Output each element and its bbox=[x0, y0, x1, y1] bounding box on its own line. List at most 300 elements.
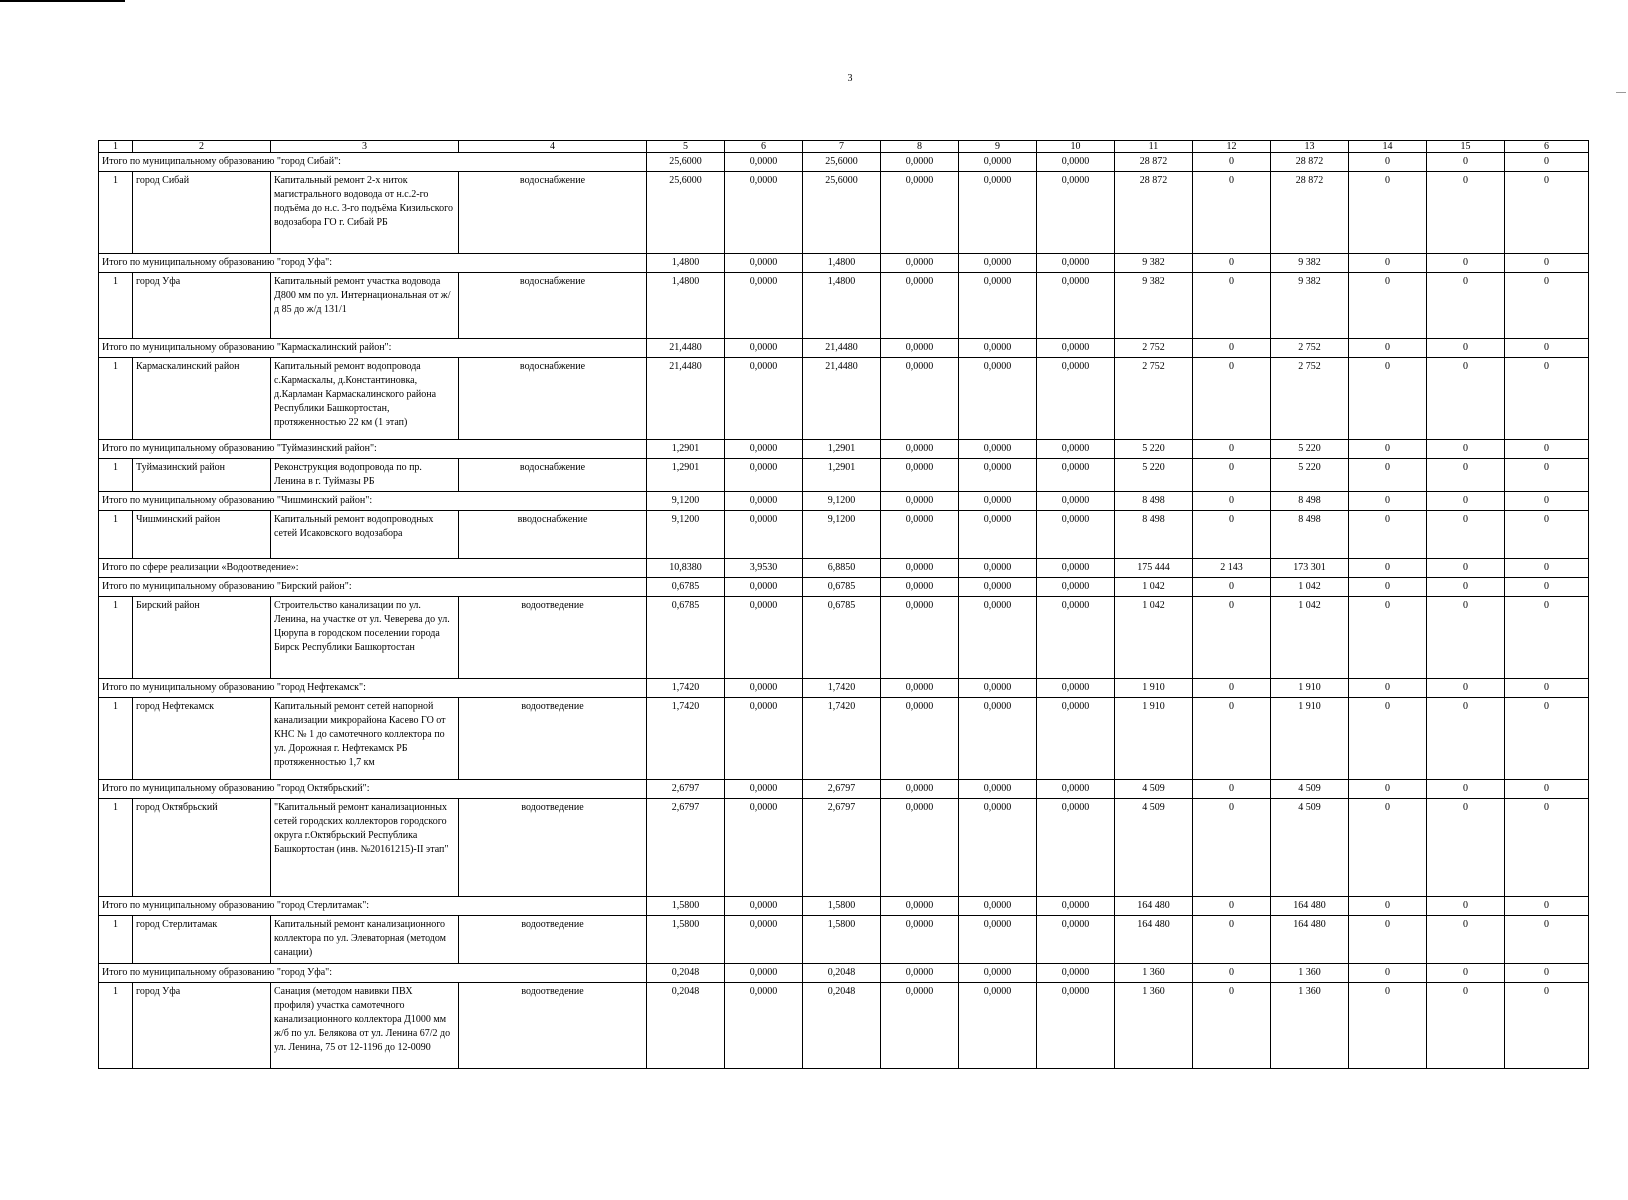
value-cell: 1,7420 bbox=[803, 679, 881, 698]
value-cell: 0,0000 bbox=[959, 492, 1037, 511]
value-cell: 1 042 bbox=[1115, 578, 1193, 597]
sphere-cell: водоснабжение bbox=[459, 273, 647, 339]
value-cell: 0,0000 bbox=[725, 897, 803, 916]
row-number: 1 bbox=[99, 983, 133, 1069]
value-cell: 5 220 bbox=[1115, 459, 1193, 492]
subtotal-row bbox=[99, 153, 1589, 172]
value-cell: 0 bbox=[1349, 254, 1427, 273]
value-cell: 0 bbox=[1193, 799, 1271, 897]
value-cell: 0 bbox=[1349, 559, 1427, 578]
object-name-cell: Капитальный ремонт водопроводных сетей Исаковского водозабора bbox=[271, 511, 459, 559]
value-cell: 0 bbox=[1427, 897, 1505, 916]
value-cell: 0,0000 bbox=[725, 358, 803, 440]
value-cell: 1 042 bbox=[1115, 597, 1193, 679]
value-cell: 1 360 bbox=[1271, 983, 1349, 1069]
value-cell: 0,0000 bbox=[959, 153, 1037, 172]
value-cell: 164 480 bbox=[1271, 897, 1349, 916]
value-cell: 0 bbox=[1505, 511, 1589, 559]
value-cell: 0,0000 bbox=[1037, 273, 1115, 339]
value-cell: 0,0000 bbox=[959, 964, 1037, 983]
value-cell: 0,0000 bbox=[959, 578, 1037, 597]
value-cell: 0 bbox=[1349, 916, 1427, 964]
value-cell: 0 bbox=[1505, 780, 1589, 799]
value-cell: 6,8850 bbox=[803, 559, 881, 578]
value-cell: 0,0000 bbox=[1037, 679, 1115, 698]
value-cell: 0,0000 bbox=[725, 964, 803, 983]
value-cell: 0,2048 bbox=[647, 964, 725, 983]
value-cell: 0 bbox=[1427, 578, 1505, 597]
value-cell: 0 bbox=[1505, 440, 1589, 459]
value-cell: 0,0000 bbox=[1037, 153, 1115, 172]
value-cell: 0 bbox=[1349, 679, 1427, 698]
table-row bbox=[99, 983, 1589, 1069]
value-cell: 0,6785 bbox=[647, 578, 725, 597]
value-cell: 1,2901 bbox=[647, 440, 725, 459]
value-cell: 0,0000 bbox=[959, 916, 1037, 964]
subtotal-label: Итого по муниципальному образованию "Кармаскалинский район": bbox=[99, 339, 647, 358]
value-cell: 0 bbox=[1505, 559, 1589, 578]
value-cell: 0,0000 bbox=[881, 254, 959, 273]
subtotal-label: Итого по муниципальному образованию "город Стерлитамак": bbox=[99, 897, 647, 916]
sphere-cell: водоотведение bbox=[459, 983, 647, 1069]
top-edge-line bbox=[0, 0, 125, 2]
row-number: 1 bbox=[99, 916, 133, 964]
value-cell: 1,7420 bbox=[647, 698, 725, 780]
value-cell: 0,0000 bbox=[1037, 511, 1115, 559]
value-cell: 2 752 bbox=[1115, 339, 1193, 358]
subtotal-label: Итого по сфере реализации «Водоотведение»: bbox=[99, 559, 647, 578]
sphere-cell: водоснабжение bbox=[459, 459, 647, 492]
value-cell: 0 bbox=[1505, 578, 1589, 597]
value-cell: 2 752 bbox=[1271, 358, 1349, 440]
municipality-cell: город Нефтекамск bbox=[133, 698, 271, 780]
value-cell: 1 910 bbox=[1115, 679, 1193, 698]
value-cell: 0,0000 bbox=[959, 780, 1037, 799]
value-cell: 0 bbox=[1427, 511, 1505, 559]
object-name-cell: Капитальный ремонт сетей напорной канализации микрорайона Касево ГО от КНС № 1 до самотечного коллектора по ул. Дорожная г. Нефтекамск РБ протяженностью 1,7 км bbox=[271, 698, 459, 780]
subtotal-label: Итого по муниципальному образованию "Бирский район": bbox=[99, 578, 647, 597]
value-cell: 0,0000 bbox=[725, 440, 803, 459]
row-number: 1 bbox=[99, 597, 133, 679]
value-cell: 9 382 bbox=[1115, 254, 1193, 273]
value-cell: 1 910 bbox=[1271, 679, 1349, 698]
value-cell: 4 509 bbox=[1271, 799, 1349, 897]
value-cell: 0 bbox=[1427, 254, 1505, 273]
value-cell: 0,0000 bbox=[725, 799, 803, 897]
value-cell: 0,0000 bbox=[881, 358, 959, 440]
value-cell: 0,0000 bbox=[725, 339, 803, 358]
value-cell: 0 bbox=[1349, 459, 1427, 492]
column-number: 6 bbox=[725, 141, 803, 153]
value-cell: 0 bbox=[1505, 964, 1589, 983]
value-cell: 0 bbox=[1193, 273, 1271, 339]
value-cell: 0 bbox=[1193, 780, 1271, 799]
value-cell: 1,2901 bbox=[803, 440, 881, 459]
column-number: 14 bbox=[1349, 141, 1427, 153]
municipality-cell: Бирский район bbox=[133, 597, 271, 679]
value-cell: 0 bbox=[1193, 897, 1271, 916]
value-cell: 0,0000 bbox=[1037, 799, 1115, 897]
value-cell: 0 bbox=[1427, 172, 1505, 254]
sphere-cell: водоотведение bbox=[459, 698, 647, 780]
value-cell: 25,6000 bbox=[803, 172, 881, 254]
municipality-cell: город Уфа bbox=[133, 273, 271, 339]
value-cell: 0,2048 bbox=[803, 964, 881, 983]
value-cell: 175 444 bbox=[1115, 559, 1193, 578]
value-cell: 0 bbox=[1505, 254, 1589, 273]
row-number: 1 bbox=[99, 273, 133, 339]
value-cell: 0,2048 bbox=[803, 983, 881, 1069]
value-cell: 0,0000 bbox=[1037, 983, 1115, 1069]
value-cell: 0,0000 bbox=[725, 679, 803, 698]
value-cell: 0,0000 bbox=[881, 172, 959, 254]
column-number: 13 bbox=[1271, 141, 1349, 153]
value-cell: 0 bbox=[1193, 358, 1271, 440]
value-cell: 0,0000 bbox=[881, 273, 959, 339]
value-cell: 0 bbox=[1349, 698, 1427, 780]
value-cell: 0,0000 bbox=[881, 698, 959, 780]
row-number: 1 bbox=[99, 511, 133, 559]
value-cell: 2 752 bbox=[1115, 358, 1193, 440]
value-cell: 0 bbox=[1349, 983, 1427, 1069]
value-cell: 1 042 bbox=[1271, 597, 1349, 679]
value-cell: 0,0000 bbox=[1037, 172, 1115, 254]
column-number: 1 bbox=[99, 141, 133, 153]
value-cell: 0 bbox=[1349, 153, 1427, 172]
column-number: 12 bbox=[1193, 141, 1271, 153]
value-cell: 9 382 bbox=[1271, 273, 1349, 339]
value-cell: 21,4480 bbox=[803, 358, 881, 440]
value-cell: 0 bbox=[1193, 511, 1271, 559]
value-cell: 0,0000 bbox=[959, 698, 1037, 780]
subtotal-row bbox=[99, 254, 1589, 273]
value-cell: 0 bbox=[1349, 799, 1427, 897]
value-cell: 0 bbox=[1505, 358, 1589, 440]
table-row bbox=[99, 459, 1589, 492]
value-cell: 0,0000 bbox=[725, 983, 803, 1069]
value-cell: 0,0000 bbox=[1037, 254, 1115, 273]
value-cell: 0 bbox=[1193, 698, 1271, 780]
column-number: 11 bbox=[1115, 141, 1193, 153]
value-cell: 0,6785 bbox=[647, 597, 725, 679]
data-table bbox=[98, 140, 1589, 1069]
value-cell: 2,6797 bbox=[647, 799, 725, 897]
value-cell: 0,0000 bbox=[959, 597, 1037, 679]
subtotal-row bbox=[99, 964, 1589, 983]
value-cell: 0,0000 bbox=[881, 597, 959, 679]
scan-mark bbox=[1616, 92, 1626, 93]
sphere-cell: водоотведение bbox=[459, 799, 647, 897]
value-cell: 1,5800 bbox=[803, 897, 881, 916]
subtotal-row bbox=[99, 578, 1589, 597]
value-cell: 5 220 bbox=[1115, 440, 1193, 459]
value-cell: 1 360 bbox=[1271, 964, 1349, 983]
value-cell: 4 509 bbox=[1115, 780, 1193, 799]
value-cell: 1,4800 bbox=[647, 273, 725, 339]
column-number: 2 bbox=[133, 141, 271, 153]
value-cell: 0,0000 bbox=[725, 459, 803, 492]
value-cell: 1,5800 bbox=[647, 897, 725, 916]
value-cell: 0 bbox=[1427, 440, 1505, 459]
value-cell: 0 bbox=[1505, 153, 1589, 172]
value-cell: 0 bbox=[1505, 897, 1589, 916]
value-cell: 2 752 bbox=[1271, 339, 1349, 358]
value-cell: 0,0000 bbox=[959, 254, 1037, 273]
value-cell: 1 910 bbox=[1115, 698, 1193, 780]
row-number: 1 bbox=[99, 698, 133, 780]
value-cell: 0 bbox=[1505, 172, 1589, 254]
object-name-cell: "Капитальный ремонт канализационных сетей городских коллекторов городского округа г.Октябрьский Республика Башкортостан (инв. №20161215)-II этап" bbox=[271, 799, 459, 897]
value-cell: 0 bbox=[1193, 597, 1271, 679]
value-cell: 9,1200 bbox=[803, 511, 881, 559]
subtotal-label: Итого по муниципальному образованию "город Уфа": bbox=[99, 254, 647, 273]
table-row bbox=[99, 916, 1589, 964]
value-cell: 0,6785 bbox=[803, 578, 881, 597]
value-cell: 0,0000 bbox=[725, 273, 803, 339]
table-row bbox=[99, 799, 1589, 897]
sphere-cell: вводоснабжение bbox=[459, 511, 647, 559]
value-cell: 0,0000 bbox=[725, 492, 803, 511]
value-cell: 0 bbox=[1193, 964, 1271, 983]
subtotal-row bbox=[99, 492, 1589, 511]
object-name-cell: Строительство канализации по ул. Ленина, на участке от ул. Чеверева до ул. Цюрупа в городском поселении города Бирск Республики Башкортостан bbox=[271, 597, 459, 679]
value-cell: 0 bbox=[1349, 339, 1427, 358]
municipality-cell: город Октябрьский bbox=[133, 799, 271, 897]
value-cell: 0 bbox=[1193, 153, 1271, 172]
column-number: 3 bbox=[271, 141, 459, 153]
value-cell: 0,0000 bbox=[881, 492, 959, 511]
value-cell: 0 bbox=[1505, 459, 1589, 492]
value-cell: 0 bbox=[1349, 273, 1427, 339]
value-cell: 0 bbox=[1349, 897, 1427, 916]
object-name-cell: Капитальный ремонт 2-х ниток магистрального водовода от н.с.2-го подъёма до н.с. 3-го подъёма Кизильского водозабора ГО г. Сибай РБ bbox=[271, 172, 459, 254]
subtotal-label: Итого по муниципальному образованию "город Уфа": bbox=[99, 964, 647, 983]
value-cell: 0 bbox=[1427, 679, 1505, 698]
value-cell: 10,8380 bbox=[647, 559, 725, 578]
value-cell: 0,0000 bbox=[725, 597, 803, 679]
value-cell: 0 bbox=[1427, 799, 1505, 897]
value-cell: 25,6000 bbox=[647, 153, 725, 172]
column-number: 9 bbox=[959, 141, 1037, 153]
value-cell: 0,0000 bbox=[1037, 492, 1115, 511]
subtotal-label: Итого по муниципальному образованию "город Октябрьский": bbox=[99, 780, 647, 799]
value-cell: 2 143 bbox=[1193, 559, 1271, 578]
column-number: 6 bbox=[1505, 141, 1589, 153]
value-cell: 0 bbox=[1505, 679, 1589, 698]
value-cell: 5 220 bbox=[1271, 459, 1349, 492]
value-cell: 21,4480 bbox=[647, 339, 725, 358]
value-cell: 0 bbox=[1193, 916, 1271, 964]
value-cell: 0,0000 bbox=[1037, 916, 1115, 964]
value-cell: 1,5800 bbox=[647, 916, 725, 964]
value-cell: 0,0000 bbox=[1037, 597, 1115, 679]
value-cell: 173 301 bbox=[1271, 559, 1349, 578]
value-cell: 0 bbox=[1349, 440, 1427, 459]
value-cell: 0,0000 bbox=[881, 339, 959, 358]
value-cell: 28 872 bbox=[1115, 153, 1193, 172]
value-cell: 0,0000 bbox=[959, 440, 1037, 459]
subtotal-row bbox=[99, 440, 1589, 459]
value-cell: 0 bbox=[1349, 597, 1427, 679]
sphere-cell: водоотведение bbox=[459, 597, 647, 679]
value-cell: 0 bbox=[1193, 254, 1271, 273]
value-cell: 5 220 bbox=[1271, 440, 1349, 459]
subtotal-label: Итого по муниципальному образованию "город Сибай": bbox=[99, 153, 647, 172]
value-cell: 1 042 bbox=[1271, 578, 1349, 597]
value-cell: 0 bbox=[1427, 983, 1505, 1069]
value-cell: 0 bbox=[1427, 492, 1505, 511]
value-cell: 8 498 bbox=[1271, 511, 1349, 559]
value-cell: 0,0000 bbox=[1037, 440, 1115, 459]
table-row bbox=[99, 273, 1589, 339]
value-cell: 0,0000 bbox=[881, 459, 959, 492]
value-cell: 25,6000 bbox=[647, 172, 725, 254]
object-name-cell: Капитальный ремонт водопровода с.Кармаскалы, д.Константиновка, д.Карламан Кармаскалинского района Республики Башкортостан, протяженностью 22 км (1 этап) bbox=[271, 358, 459, 440]
value-cell: 164 480 bbox=[1115, 916, 1193, 964]
value-cell: 0 bbox=[1505, 983, 1589, 1069]
value-cell: 0,0000 bbox=[881, 780, 959, 799]
value-cell: 0,0000 bbox=[1037, 339, 1115, 358]
value-cell: 0,0000 bbox=[881, 799, 959, 897]
table-row bbox=[99, 172, 1589, 254]
value-cell: 0,0000 bbox=[1037, 358, 1115, 440]
value-cell: 0 bbox=[1193, 492, 1271, 511]
value-cell: 2,6797 bbox=[647, 780, 725, 799]
value-cell: 0 bbox=[1505, 492, 1589, 511]
value-cell: 0 bbox=[1349, 511, 1427, 559]
value-cell: 0 bbox=[1193, 172, 1271, 254]
value-cell: 0 bbox=[1427, 698, 1505, 780]
subtotal-label: Итого по муниципальному образованию "Чишминский район": bbox=[99, 492, 647, 511]
value-cell: 0,0000 bbox=[1037, 698, 1115, 780]
value-cell: 0,0000 bbox=[725, 916, 803, 964]
subtotal-label: Итого по муниципальному образованию "Туймазинский район": bbox=[99, 440, 647, 459]
value-cell: 0 bbox=[1427, 916, 1505, 964]
value-cell: 0,0000 bbox=[959, 339, 1037, 358]
municipality-cell: город Сибай bbox=[133, 172, 271, 254]
value-cell: 9,1200 bbox=[647, 511, 725, 559]
value-cell: 0,0000 bbox=[725, 578, 803, 597]
value-cell: 0 bbox=[1505, 698, 1589, 780]
row-number: 1 bbox=[99, 358, 133, 440]
value-cell: 0 bbox=[1427, 780, 1505, 799]
value-cell: 0,0000 bbox=[881, 440, 959, 459]
value-cell: 2,6797 bbox=[803, 780, 881, 799]
value-cell: 164 480 bbox=[1115, 897, 1193, 916]
table-row bbox=[99, 597, 1589, 679]
subtotal-row bbox=[99, 339, 1589, 358]
value-cell: 21,4480 bbox=[647, 358, 725, 440]
value-cell: 1,4800 bbox=[803, 254, 881, 273]
value-cell: 0,6785 bbox=[803, 597, 881, 679]
value-cell: 1,7420 bbox=[803, 698, 881, 780]
value-cell: 0,0000 bbox=[959, 799, 1037, 897]
value-cell: 9 382 bbox=[1271, 254, 1349, 273]
value-cell: 1,4800 bbox=[803, 273, 881, 339]
value-cell: 8 498 bbox=[1115, 492, 1193, 511]
value-cell: 21,4480 bbox=[803, 339, 881, 358]
object-name-cell: Реконструкция водопровода по пр. Ленина в г. Туймазы РБ bbox=[271, 459, 459, 492]
value-cell: 28 872 bbox=[1115, 172, 1193, 254]
value-cell: 0 bbox=[1505, 799, 1589, 897]
value-cell: 0,0000 bbox=[881, 964, 959, 983]
value-cell: 0,0000 bbox=[881, 679, 959, 698]
value-cell: 0,0000 bbox=[881, 897, 959, 916]
value-cell: 0,0000 bbox=[1037, 780, 1115, 799]
value-cell: 0 bbox=[1193, 983, 1271, 1069]
value-cell: 4 509 bbox=[1115, 799, 1193, 897]
value-cell: 0 bbox=[1427, 459, 1505, 492]
value-cell: 0 bbox=[1427, 559, 1505, 578]
value-cell: 0 bbox=[1427, 339, 1505, 358]
value-cell: 0,0000 bbox=[1037, 559, 1115, 578]
value-cell: 0,0000 bbox=[1037, 964, 1115, 983]
value-cell: 3,9530 bbox=[725, 559, 803, 578]
municipality-cell: Туймазинский район bbox=[133, 459, 271, 492]
value-cell: 164 480 bbox=[1271, 916, 1349, 964]
value-cell: 0,0000 bbox=[959, 679, 1037, 698]
value-cell: 0 bbox=[1349, 578, 1427, 597]
column-number: 5 bbox=[647, 141, 725, 153]
value-cell: 1,5800 bbox=[803, 916, 881, 964]
value-cell: 0,0000 bbox=[1037, 459, 1115, 492]
value-cell: 1,2901 bbox=[647, 459, 725, 492]
column-number-row bbox=[99, 141, 1589, 153]
column-number: 7 bbox=[803, 141, 881, 153]
row-number: 1 bbox=[99, 172, 133, 254]
value-cell: 0 bbox=[1193, 679, 1271, 698]
sphere-cell: водоснабжение bbox=[459, 358, 647, 440]
value-cell: 0,0000 bbox=[1037, 578, 1115, 597]
subtotal-row bbox=[99, 780, 1589, 799]
value-cell: 0,0000 bbox=[881, 559, 959, 578]
row-number: 1 bbox=[99, 459, 133, 492]
value-cell: 0,0000 bbox=[959, 897, 1037, 916]
value-cell: 0 bbox=[1349, 780, 1427, 799]
value-cell: 0,0000 bbox=[725, 698, 803, 780]
value-cell: 8 498 bbox=[1271, 492, 1349, 511]
subtotal-row bbox=[99, 679, 1589, 698]
value-cell: 28 872 bbox=[1271, 172, 1349, 254]
value-cell: 0,0000 bbox=[881, 511, 959, 559]
value-cell: 0,0000 bbox=[881, 983, 959, 1069]
object-name-cell: Капитальный ремонт канализационного коллектора по ул. Элеваторная (методом санации) bbox=[271, 916, 459, 964]
value-cell: 0 bbox=[1505, 273, 1589, 339]
value-cell: 0 bbox=[1427, 153, 1505, 172]
value-cell: 9,1200 bbox=[803, 492, 881, 511]
value-cell: 9 382 bbox=[1115, 273, 1193, 339]
value-cell: 0,0000 bbox=[725, 511, 803, 559]
value-cell: 1 360 bbox=[1115, 983, 1193, 1069]
value-cell: 0 bbox=[1193, 440, 1271, 459]
value-cell: 1,7420 bbox=[647, 679, 725, 698]
value-cell: 0,0000 bbox=[1037, 897, 1115, 916]
value-cell: 0 bbox=[1427, 597, 1505, 679]
value-cell: 1,4800 bbox=[647, 254, 725, 273]
column-number: 15 bbox=[1427, 141, 1505, 153]
table-row bbox=[99, 511, 1589, 559]
value-cell: 0 bbox=[1505, 597, 1589, 679]
value-cell: 0 bbox=[1349, 172, 1427, 254]
value-cell: 1,2901 bbox=[803, 459, 881, 492]
value-cell: 28 872 bbox=[1271, 153, 1349, 172]
value-cell: 0 bbox=[1427, 964, 1505, 983]
page-number: 3 bbox=[847, 73, 853, 84]
subtotal-row bbox=[99, 559, 1589, 578]
column-number: 10 bbox=[1037, 141, 1115, 153]
municipality-cell: город Стерлитамак bbox=[133, 916, 271, 964]
value-cell: 0,0000 bbox=[881, 578, 959, 597]
